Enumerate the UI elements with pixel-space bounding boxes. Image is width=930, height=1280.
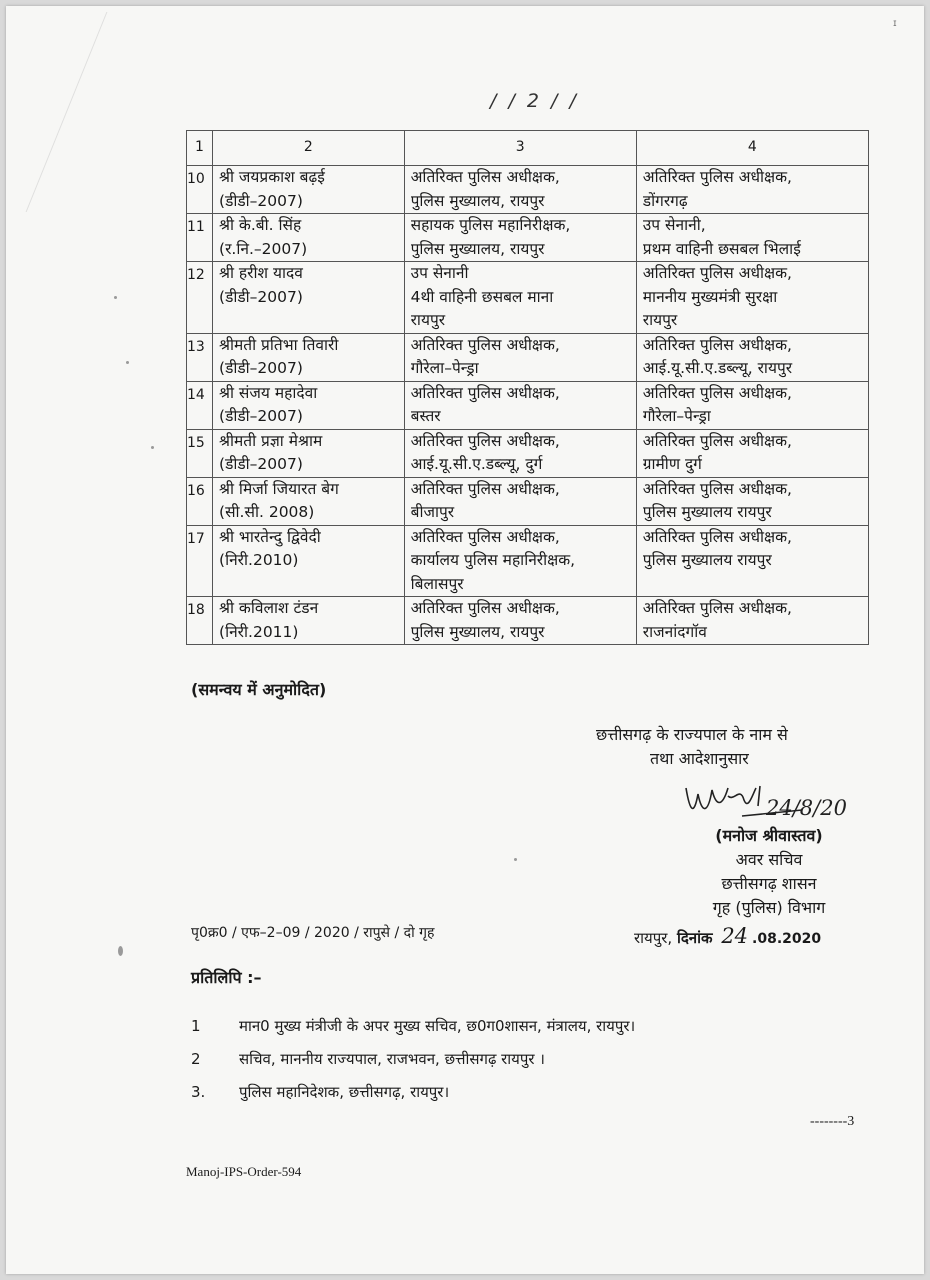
to-post-cell — [636, 262, 868, 334]
to-post-cell-line: ग्रामीण दुर्ग — [642, 455, 702, 473]
serial-number-cell: 13 — [187, 333, 213, 381]
column-header: 2 — [213, 131, 405, 166]
officer-name-cell — [213, 214, 405, 262]
officer-block — [654, 824, 884, 920]
serial-number-cell: 11 — [187, 214, 213, 262]
table-row — [187, 381, 869, 429]
officer-name-cell-line: श्रीमती प्रज्ञा मेश्राम — [219, 431, 323, 450]
scan-speck — [514, 858, 517, 861]
copy-number: 2 — [191, 1050, 201, 1068]
to-post-cell-line: प्रथम वाहिनी छसबल भिलाई — [642, 239, 801, 258]
officer-name-cell-line: श्रीमती प्रतिभा तिवारी — [219, 335, 339, 354]
place-date — [634, 924, 821, 948]
next-page-marker: --------3 — [810, 1114, 855, 1129]
to-post-cell — [636, 597, 868, 645]
to-post-cell-line: अतिरिक्त पुलिस अधीक्षक, — [642, 431, 792, 450]
scan-speck — [118, 946, 123, 956]
from-post-cell — [404, 166, 636, 214]
serial-number-cell: 15 — [187, 429, 213, 477]
officer-name-cell — [213, 333, 405, 381]
officer-name-cell — [213, 525, 405, 597]
copy-number: 1 — [191, 1017, 201, 1035]
to-post-cell — [636, 333, 868, 381]
document-page — [6, 6, 924, 1274]
to-post-cell — [636, 429, 868, 477]
officer-name-cell-line: (डीडी–2007) — [219, 359, 303, 377]
file-reference-footer: Manoj-IPS-Order-594 — [186, 1164, 302, 1179]
officer-name-cell-line: श्री हरीश यादव — [219, 264, 303, 282]
from-post-cell-line: उप सेनानी — [410, 264, 469, 282]
officer-name-cell-line: श्री भारतेन्दु द्विवेदी — [219, 527, 321, 546]
officer-name-cell-line: श्री कविलाश टंडन — [219, 599, 319, 617]
from-post-cell-line: पुलिस मुख्यालय, रायपुर — [410, 191, 545, 210]
to-post-cell-line: अतिरिक्त पुलिस अधीक्षक, — [642, 383, 792, 402]
from-post-cell — [404, 597, 636, 645]
officer-department: गृह (पुलिस) विभाग — [712, 898, 826, 917]
copy-item — [191, 1049, 545, 1069]
officer-name-cell — [213, 166, 405, 214]
officer-name-cell — [213, 477, 405, 525]
scan-speck — [151, 446, 154, 449]
from-post-cell — [404, 214, 636, 262]
scan-mark: ɪ — [893, 18, 897, 29]
officer-name-cell-line: (डीडी–2007) — [219, 407, 303, 425]
table-row — [187, 429, 869, 477]
to-post-cell-line: राजनांदगॉव — [642, 622, 707, 641]
from-post-cell-line: पुलिस मुख्यालय, रायपुर — [410, 622, 545, 641]
from-post-cell — [404, 262, 636, 334]
to-post-cell-line: अतिरिक्त पुलिस अधीक्षक, — [642, 264, 792, 282]
officer-designation: अवर सचिव — [735, 850, 803, 869]
to-post-cell — [636, 381, 868, 429]
officer-name-cell-line: (निरी.2010) — [219, 551, 299, 569]
to-post-cell-line: अतिरिक्त पुलिस अधीक्षक, — [642, 479, 792, 498]
from-post-cell-line: बिलासपुर — [410, 574, 464, 593]
to-post-cell-line: गौरेला–पेन्ड्रा — [642, 407, 711, 425]
serial-number-cell: 18 — [187, 597, 213, 645]
copy-text: सचिव, माननीय राज्यपाल, राजभवन, छत्तीसगढ़ रायपुर । — [239, 1050, 545, 1068]
from-post-cell — [404, 477, 636, 525]
table-row — [187, 166, 869, 214]
table-body — [187, 166, 869, 645]
table-row — [187, 597, 869, 645]
table-header-row — [187, 131, 869, 166]
from-post-cell-line: रायपुर — [410, 311, 446, 329]
authority-block — [596, 723, 896, 771]
from-post-cell — [404, 333, 636, 381]
to-post-cell-line: पुलिस मुख्यालय रायपुर — [642, 551, 772, 569]
serial-number-cell: 10 — [187, 166, 213, 214]
approved-note: (समन्वय में अनुमोदित) — [191, 680, 327, 699]
from-post-cell-line: अतिरिक्त पुलिस अधीक्षक, — [410, 527, 560, 546]
serial-number-cell: 12 — [187, 262, 213, 334]
from-post-cell-line: गौरेला–पेन्ड्रा — [410, 359, 479, 377]
from-post-cell-line: आई.यू.सी.ए.डब्ल्यू, दुर्ग — [410, 455, 543, 473]
reference-number: पृ0क्र0 / एफ–2–09 / 2020 / रापुसे / दो गृह — [191, 925, 435, 941]
to-post-cell — [636, 477, 868, 525]
officer-name-cell-line: (र.नि.–2007) — [219, 239, 308, 258]
copy-heading: प्रतिलिपि :– — [191, 968, 262, 987]
scan-speck — [126, 361, 129, 364]
from-post-cell-line: बीजापुर — [410, 503, 455, 521]
from-post-cell-line: पुलिस मुख्यालय, रायपुर — [410, 239, 545, 258]
copy-text: पुलिस महानिदेशक, छत्तीसगढ़, रायपुर। — [239, 1083, 450, 1101]
officer-name-cell-line: (डीडी–2007) — [219, 287, 303, 306]
copy-item — [191, 1016, 635, 1036]
table-row — [187, 214, 869, 262]
from-post-cell-line: अतिरिक्त पुलिस अधीक्षक, — [410, 599, 560, 617]
to-post-cell-line: उप सेनानी, — [642, 216, 706, 234]
authority-line-2: तथा आदेशानुसार — [650, 749, 749, 768]
date-rest: .08.2020 — [752, 931, 822, 947]
from-post-cell-line: अतिरिक्त पुलिस अधीक्षक, — [410, 479, 560, 498]
serial-number-cell: 16 — [187, 477, 213, 525]
officer-name-cell-line: (सी.सी. 2008) — [219, 503, 315, 521]
from-post-cell — [404, 381, 636, 429]
officer-name-cell-line: (डीडी–2007) — [219, 191, 303, 210]
serial-number-cell: 17 — [187, 525, 213, 597]
officer-name-cell — [213, 597, 405, 645]
place-name: रायपुर, — [634, 929, 673, 947]
from-post-cell-line: अतिरिक्त पुलिस अधीक्षक, — [410, 431, 560, 450]
serial-number-cell: 14 — [187, 381, 213, 429]
handwritten-date: 24/8/20 — [766, 796, 847, 820]
column-header: 1 — [187, 131, 213, 166]
from-post-cell-line: अतिरिक्त पुलिस अधीक्षक, — [410, 335, 560, 354]
table-row — [187, 262, 869, 334]
column-header: 3 — [404, 131, 636, 166]
officer-name-cell-line: (डीडी–2007) — [219, 455, 303, 473]
to-post-cell-line: पुलिस मुख्यालय रायपुर — [642, 503, 772, 521]
from-post-cell-line: बस्तर — [410, 407, 441, 425]
to-post-cell-line: रायपुर — [642, 311, 678, 329]
copy-text: मान0 मुख्य मंत्रीजी के अपर मुख्य सचिव, छ0ग0शासन, मंत्रालय, रायपुर। — [239, 1017, 636, 1035]
to-post-cell — [636, 166, 868, 214]
table-row — [187, 525, 869, 597]
officer-name-cell — [213, 262, 405, 334]
officer-name-cell-line: श्री संजय महादेवा — [219, 383, 318, 402]
officer-name-cell-line: श्री जयप्रकाश बढ़ई — [219, 168, 325, 186]
to-post-cell — [636, 214, 868, 262]
to-post-cell-line: माननीय मुख्यमंत्री सुरक्षा — [642, 287, 778, 306]
from-post-cell-line: 4थी वाहिनी छसबल माना — [410, 287, 554, 306]
officer-name-cell — [213, 381, 405, 429]
table-row — [187, 477, 869, 525]
scan-speck — [114, 296, 117, 299]
date-day: 24 — [721, 924, 749, 948]
officer-name-cell-line: श्री के.बी. सिंह — [219, 216, 302, 234]
page-marker: / / 2 / / — [490, 90, 579, 112]
from-post-cell — [404, 525, 636, 597]
transfer-order-table — [186, 130, 869, 645]
from-post-cell-line: कार्यालय पुलिस महानिरीक्षक, — [410, 551, 576, 569]
to-post-cell-line: अतिरिक्त पुलिस अधीक्षक, — [642, 527, 792, 546]
copy-item — [191, 1082, 449, 1102]
to-post-cell-line: अतिरिक्त पुलिस अधीक्षक, — [642, 335, 792, 354]
authority-line-1: छत्तीसगढ़ के राज्यपाल के नाम से — [596, 725, 788, 744]
to-post-cell-line: डोंगरगढ़ — [642, 191, 688, 210]
to-post-cell — [636, 525, 868, 597]
to-post-cell-line: आई.यू.सी.ए.डब्ल्यू, रायपुर — [642, 359, 793, 377]
copy-number: 3. — [191, 1083, 206, 1101]
officer-name-cell-line: (निरी.2011) — [219, 622, 299, 641]
from-post-cell-line: सहायक पुलिस महानिरीक्षक, — [410, 216, 571, 234]
column-header: 4 — [636, 131, 868, 166]
officer-name-cell — [213, 429, 405, 477]
date-label: दिनांक — [676, 929, 713, 947]
to-post-cell-line: अतिरिक्त पुलिस अधीक्षक, — [642, 599, 792, 617]
from-post-cell — [404, 429, 636, 477]
to-post-cell-line: अतिरिक्त पुलिस अधीक्षक, — [642, 168, 792, 186]
officer-name: (मनोज श्रीवास्तव) — [715, 826, 823, 845]
from-post-cell-line: अतिरिक्त पुलिस अधीक्षक, — [410, 168, 560, 186]
from-post-cell-line: अतिरिक्त पुलिस अधीक्षक, — [410, 383, 560, 402]
table-row — [187, 333, 869, 381]
officer-name-cell-line: श्री मिर्जा जियारत बेग — [219, 479, 339, 498]
officer-government: छत्तीसगढ़ शासन — [721, 874, 817, 893]
